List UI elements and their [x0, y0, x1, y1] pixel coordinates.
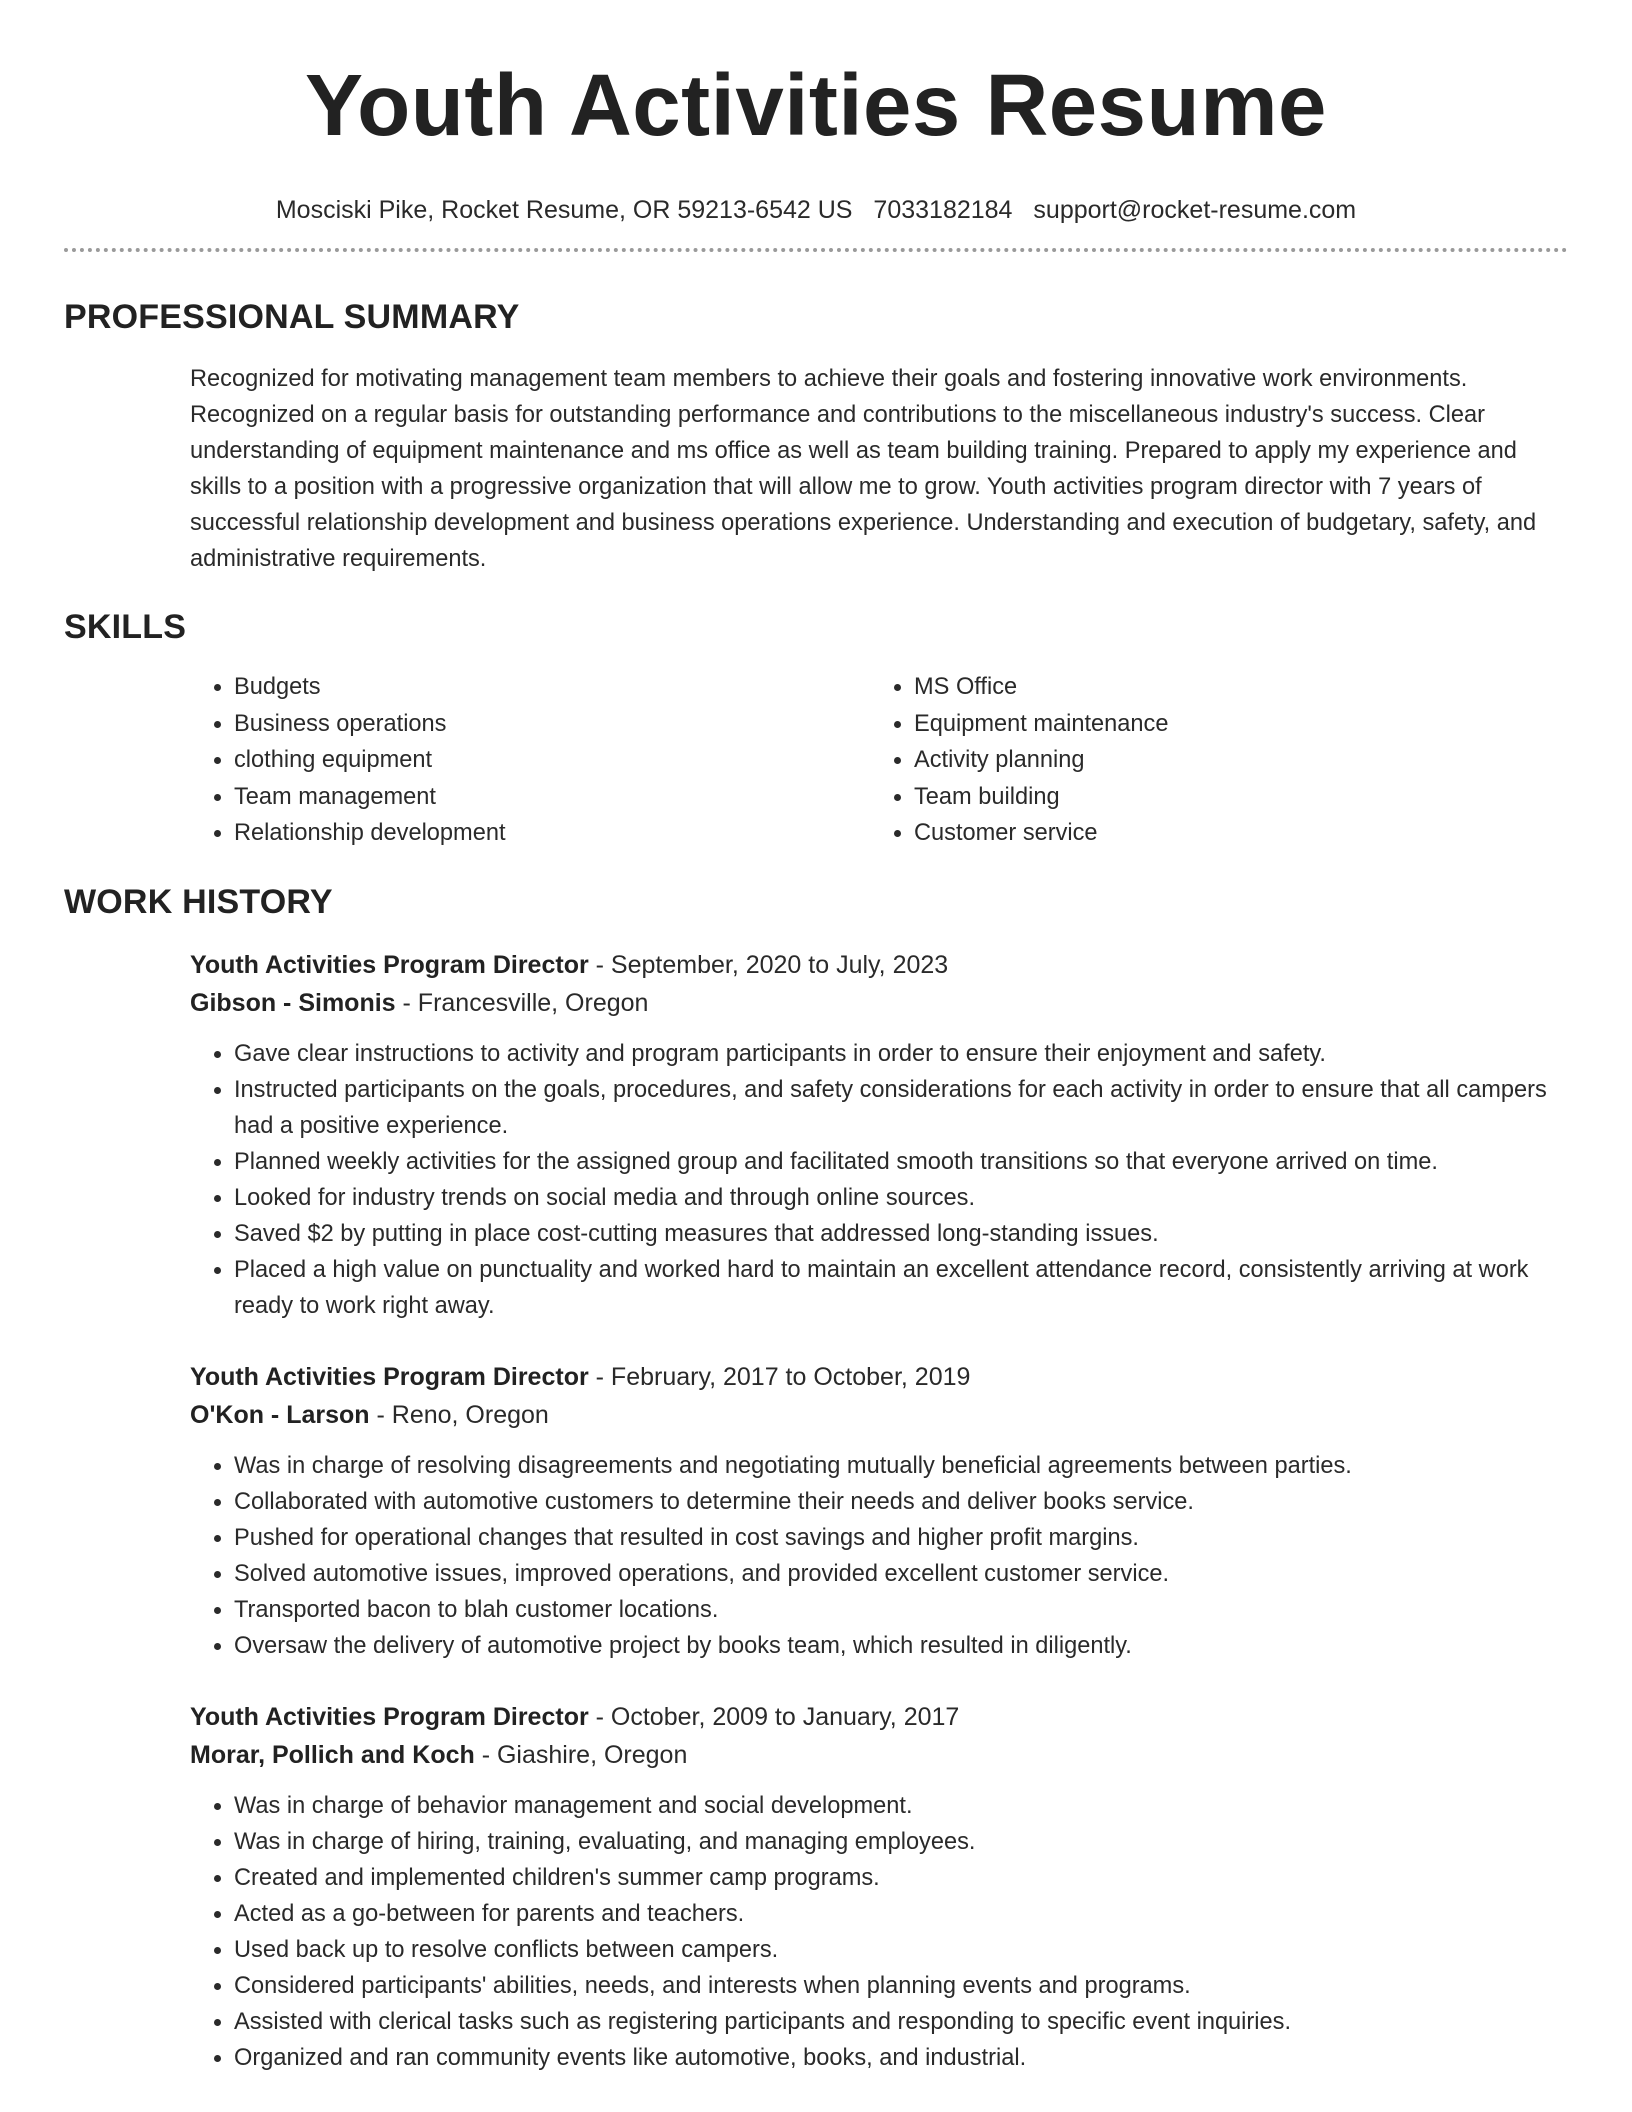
contact-email: support@rocket-resume.com	[1033, 196, 1357, 224]
job-company-line	[190, 1736, 1568, 1774]
job-bullet: • Was in charge of resolving disagreements and negotiating mutually beneficial agreements between parties.	[234, 1448, 1568, 1484]
summary-text: Recognized for motivating management team members to achieve their goals and fostering innovative work environments. Recognized on a regular basis for outstanding performance and contributions to the miscellaneous industry's success. Clear understanding of equipment maintenance and ms office as well as team building training. Prepared to apply my experience and skills to a position with a progressive organization that will allow me to grow. Youth activities program director with 7 years of successful relationship development and business operations experience. Understanding and execution of budgetary, safety, and administrative requirements.	[190, 366, 1537, 572]
job-title-line	[190, 1698, 1568, 1736]
job-entry	[190, 1698, 1568, 2076]
job-bullets	[190, 1036, 1568, 1324]
job-bullet: • Oversaw the delivery of automotive project by books team, which resulted in diligently.	[234, 1628, 1568, 1664]
job-location: - Giashire, Oregon	[474, 1740, 688, 1769]
job-bullet: • Collaborated with automotive customers to determine their needs and deliver books service.	[234, 1484, 1568, 1520]
skill-item: • Relationship development	[234, 815, 870, 852]
job-bullet: • Was in charge of behavior management and social development.	[234, 1788, 1568, 1824]
job-bullet: • Acted as a go-between for parents and teachers.	[234, 1896, 1568, 1932]
skill-item: • clothing equipment	[234, 742, 870, 779]
skill-item: • MS Office	[914, 669, 1550, 706]
job-bullet: • Placed a high value on punctuality and worked hard to maintain an excellent attendance record, consistently arriving at work ready to work right away.	[234, 1252, 1568, 1324]
skills-column-right	[870, 669, 1550, 852]
skill-item: • Budgets	[234, 669, 870, 706]
contact-phone: 7033182184	[873, 196, 1013, 224]
job-dates: - February, 2017 to October, 2019	[588, 1362, 971, 1391]
job-bullet: • Used back up to resolve conflicts between campers.	[234, 1932, 1568, 1968]
job-dates: - October, 2009 to January, 2017	[588, 1702, 960, 1731]
skill-item: • Customer service	[914, 815, 1550, 852]
resume-title: Youth Activities Resume	[305, 57, 1327, 154]
header-divider	[64, 248, 1568, 252]
job-bullet: • Pushed for operational changes that resulted in cost savings and higher profit margins.	[234, 1520, 1568, 1556]
job-bullet: • Planned weekly activities for the assigned group and facilitated smooth transitions so that everyone arrived on time.	[234, 1144, 1568, 1180]
skills-list	[190, 669, 1568, 852]
job-company-line	[190, 1396, 1568, 1434]
job-company: Morar, Pollich and Koch	[190, 1740, 475, 1769]
job-bullets	[190, 1788, 1568, 2076]
job-bullet: • Organized and ran community events like automotive, books, and industrial.	[234, 2040, 1568, 2076]
job-title: Youth Activities Program Director	[190, 1702, 589, 1731]
skill-item: • Team management	[234, 779, 870, 816]
job-bullet: • Gave clear instructions to activity and program participants in order to ensure their enjoyment and safety.	[234, 1036, 1568, 1072]
job-bullet: • Solved automotive issues, improved operations, and provided excellent customer service.	[234, 1556, 1568, 1592]
skill-item: • Equipment maintenance	[914, 706, 1550, 743]
job-title: Youth Activities Program Director	[190, 1362, 589, 1391]
job-entry	[190, 1358, 1568, 1664]
skill-item: • Activity planning	[914, 742, 1550, 779]
contact-address: Mosciski Pike, Rocket Resume, OR 59213-6542 US	[275, 196, 853, 224]
skills-column-left	[190, 669, 870, 852]
job-dates: - September, 2020 to July, 2023	[588, 950, 949, 979]
job-bullet: • Considered participants' abilities, needs, and interests when planning events and programs.	[234, 1968, 1568, 2004]
job-title-line	[190, 946, 1568, 984]
skills-heading: SKILLS	[64, 608, 187, 646]
job-bullets	[190, 1448, 1568, 1664]
contact-line	[64, 194, 1568, 226]
job-company: Gibson - Simonis	[190, 988, 396, 1017]
job-bullet: • Looked for industry trends on social media and through online sources.	[234, 1180, 1568, 1216]
job-location: - Reno, Oregon	[369, 1400, 549, 1429]
job-bullet: • Created and implemented children's summer camp programs.	[234, 1860, 1568, 1896]
work-history-heading: WORK HISTORY	[64, 882, 333, 921]
job-title: Youth Activities Program Director	[190, 950, 589, 979]
job-title-line	[190, 1358, 1568, 1396]
job-bullet: • Instructed participants on the goals, procedures, and safety considerations for each activity in order to ensure that all campers had a positive experience.	[234, 1072, 1568, 1144]
job-bullet: • Was in charge of hiring, training, evaluating, and managing employees.	[234, 1824, 1568, 1860]
job-bullet: • Transported bacon to blah customer locations.	[234, 1592, 1568, 1628]
summary-heading: PROFESSIONAL SUMMARY	[64, 298, 520, 336]
job-location: - Francesville, Oregon	[395, 988, 649, 1017]
skill-item: • Team building	[914, 779, 1550, 816]
job-bullet: • Assisted with clerical tasks such as registering participants and responding to specific event inquiries.	[234, 2004, 1568, 2040]
job-company: O'Kon - Larson	[190, 1400, 370, 1429]
job-company-line	[190, 984, 1568, 1022]
job-bullet: • Saved $2 by putting in place cost-cutting measures that addressed long-standing issues.	[234, 1216, 1568, 1252]
skill-item: • Business operations	[234, 706, 870, 743]
job-entry	[190, 946, 1568, 1324]
